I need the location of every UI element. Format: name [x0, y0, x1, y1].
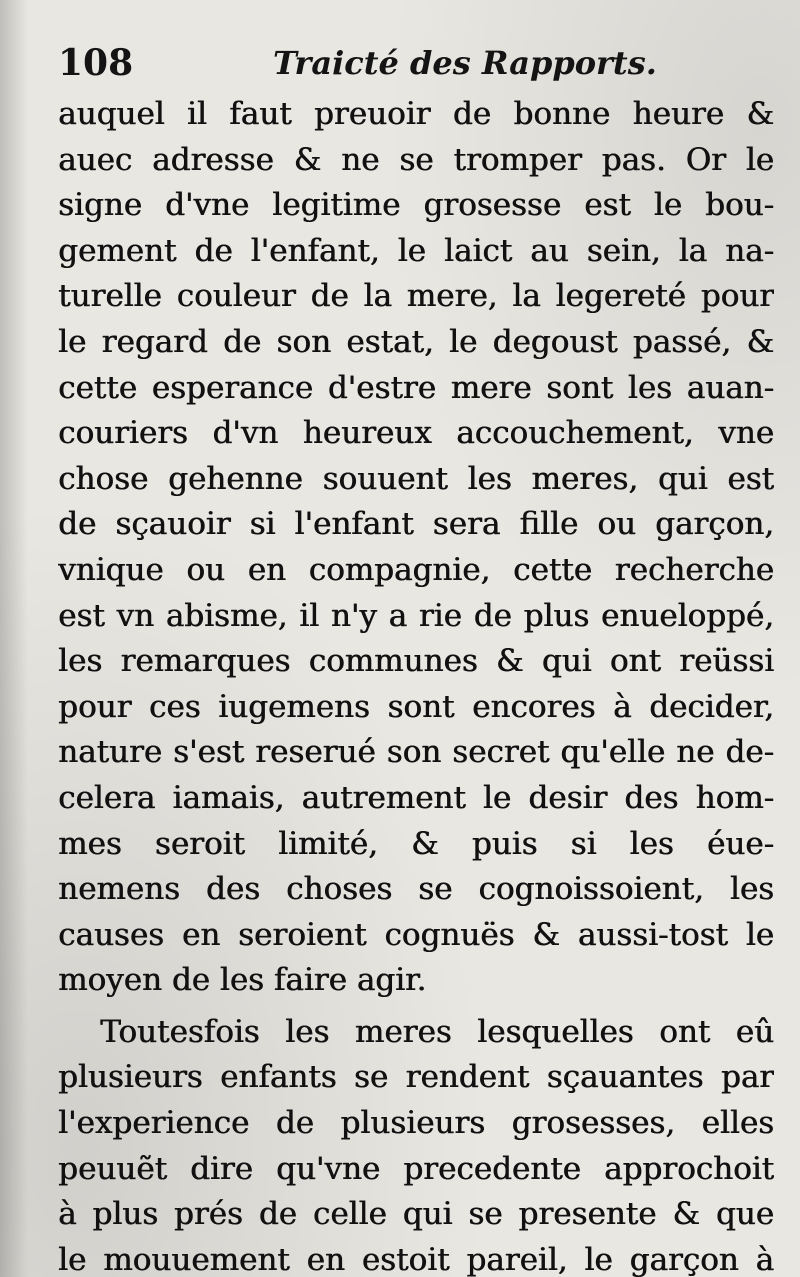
- text-line: de sçauoir si l'enfant sera fille ou garçon,: [58, 506, 774, 543]
- text-line: nemens des choses se cognoissoient, les: [58, 871, 774, 908]
- page-header: [58, 40, 758, 96]
- text-line: signe d'vne legitime grosesse est le bou-: [58, 187, 774, 224]
- text-line: peuuẽt dire qu'vne precedente approchoit: [58, 1150, 774, 1187]
- text-line: Toutesfois les meres lesquelles ont eû: [100, 1013, 774, 1050]
- text-line: cette esperance d'estre mere sont les auan-: [58, 369, 774, 406]
- page-number: 108: [58, 42, 134, 84]
- text-line: plusieurs enfants se rendent sçauantes par: [58, 1059, 774, 1096]
- text-line: les remarques communes & qui ont reüssi: [58, 643, 774, 680]
- text-line: pour ces iugemens sont encores à decider,: [58, 688, 774, 725]
- paragraph-2: [58, 1010, 774, 1277]
- text-line: auquel il faut preuoir de bonne heure &: [58, 96, 774, 132]
- text-line: mes seroit limité, & puis si les éue-: [58, 825, 774, 862]
- text-line: auec adresse & ne se tromper pas. Or le: [58, 141, 774, 178]
- text-line: causes en seroient cognuës & aussi-tost le: [58, 916, 774, 953]
- text-line: celera iamais, autrement le desir des hom-: [58, 779, 774, 816]
- text-line: le regard de son estat, le degoust passé, &: [58, 323, 774, 360]
- text-line: à plus prés de celle qui se presente & que: [58, 1196, 774, 1233]
- running-title: Traicté des Rapports.: [273, 44, 657, 82]
- text-line: le mouuement en estoit pareil, le garçon à: [58, 1241, 774, 1277]
- body-text: [58, 92, 774, 1277]
- paragraph-1: [58, 92, 774, 1004]
- text-line: est vn abisme, il n'y a rie de plus enueloppé,: [58, 597, 774, 634]
- text-line: gement de l'enfant, le laict au sein, la na-: [58, 232, 774, 269]
- text-line: couriers d'vn heureux accouchement, vne: [58, 415, 774, 452]
- text-line: chose gehenne souuent les meres, qui est: [58, 460, 774, 497]
- text-line: moyen de les faire agir.: [58, 962, 427, 999]
- text-line: l'experience de plusieurs grosesses, elles: [58, 1105, 774, 1142]
- text-line: vnique ou en compagnie, cette recherche: [58, 551, 774, 588]
- text-line: nature s'est reserué son secret qu'elle ne de-: [58, 734, 774, 771]
- text-line: turelle couleur de la mere, la legereté pour: [58, 278, 774, 315]
